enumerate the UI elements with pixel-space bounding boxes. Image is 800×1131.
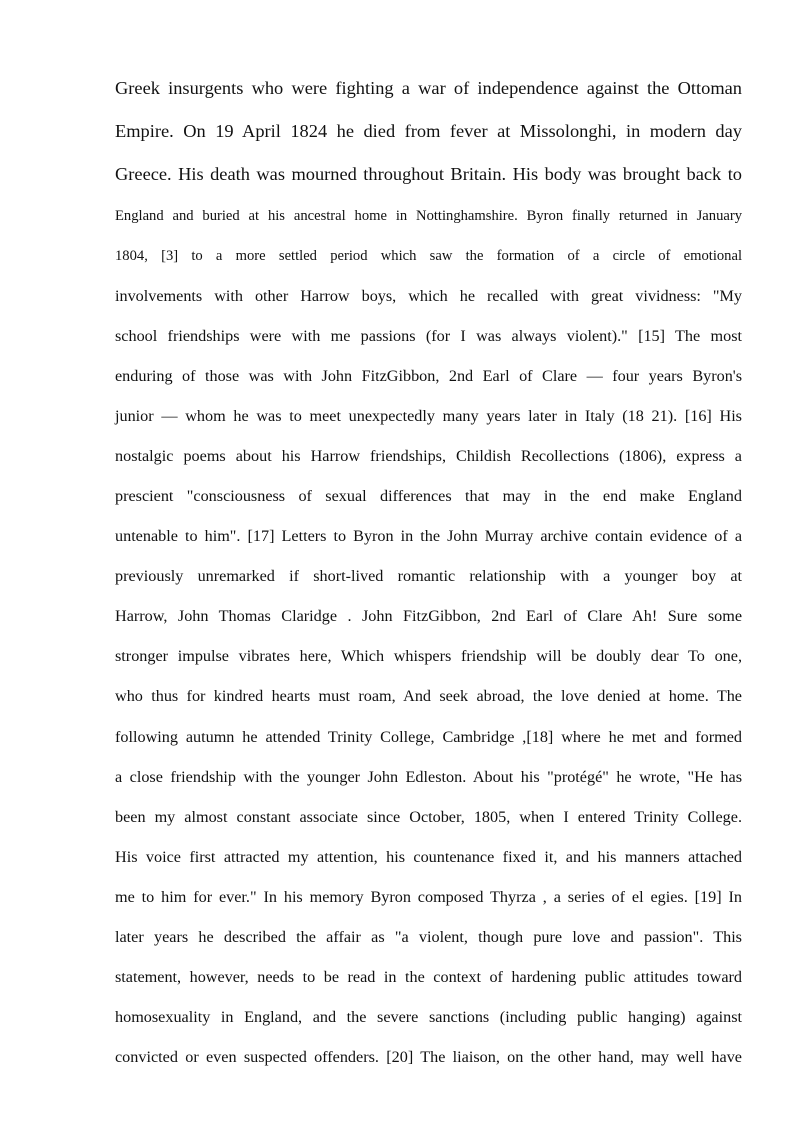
text-line: previously unremarked if short-lived romantic relationship with a younger boy at xyxy=(115,567,742,585)
text-line: been my almost constant associate since October, 1805, when I entered Trinity College. xyxy=(115,808,742,826)
text-line: prescient "consciousness of sexual differences that may in the end make England xyxy=(115,487,742,505)
text-line: junior — whom he was to meet unexpectedly many years later in Italy (18 21). [16] His xyxy=(115,407,742,425)
text-line: 1804, [3] to a more settled period which saw the formation of a circle of emotional xyxy=(115,248,742,264)
text-line: me to him for ever." In his memory Byron composed Thyrza , a series of el egies. [19] In xyxy=(115,888,742,906)
text-line: school friendships were with me passions (for I was always violent)." [15] The most xyxy=(115,327,742,345)
text-line: statement, however, needs to be read in the context of hardening public attitudes toward xyxy=(115,968,742,986)
text-line: involvements with other Harrow boys, which he recalled with great vividness: "My xyxy=(115,287,742,305)
text-line: who thus for kindred hearts must roam, And seek abroad, the love denied at home. The xyxy=(115,687,742,705)
text-line: Greek insurgents who were fighting a war of independence against the Ottoman xyxy=(115,78,742,98)
text-line: Harrow, John Thomas Claridge . John FitzGibbon, 2nd Earl of Clare Ah! Sure some xyxy=(115,607,742,625)
text-line: following autumn he attended Trinity College, Cambridge ,[18] where he met and formed xyxy=(115,728,742,746)
text-line: later years he described the affair as "a violent, though pure love and passion". This xyxy=(115,928,742,946)
text-line: England and buried at his ancestral home in Nottinghamshire. Byron finally returned in January xyxy=(115,208,742,224)
text-line: a close friendship with the younger John Edleston. About his "protégé" he wrote, "He has xyxy=(115,768,742,786)
text-line: untenable to him". [17] Letters to Byron in the John Murray archive contain evidence of a xyxy=(115,527,742,545)
text-line: nostalgic poems about his Harrow friendships, Childish Recollections (1806), express a xyxy=(115,447,742,465)
text-line: Greece. His death was mourned throughout Britain. His body was brought back to xyxy=(115,164,742,184)
text-line: Empire. On 19 April 1824 he died from fever at Missolonghi, in modern day xyxy=(115,121,742,141)
text-line: convicted or even suspected offenders. [20] The liaison, on the other hand, may well have xyxy=(115,1048,742,1066)
text-line: enduring of those was with John FitzGibbon, 2nd Earl of Clare — four years Byron's xyxy=(115,367,742,385)
text-line: His voice first attracted my attention, his countenance fixed it, and his manners attached xyxy=(115,848,742,866)
text-line: stronger impulse vibrates here, Which whispers friendship will be doubly dear To one, xyxy=(115,647,742,665)
text-line: homosexuality in England, and the severe sanctions (including public hanging) against xyxy=(115,1008,742,1026)
